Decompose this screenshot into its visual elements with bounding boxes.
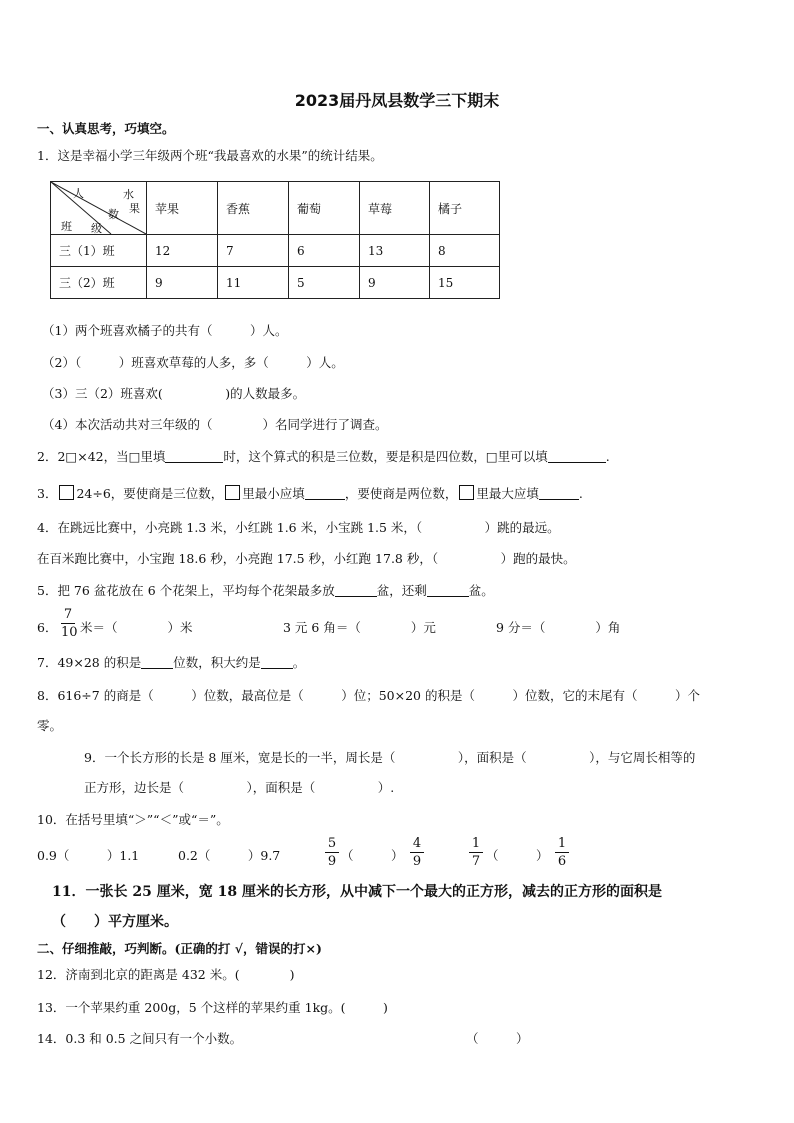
q3-text: 里最大应填	[476, 486, 539, 501]
q3-text: 里最小应填	[242, 486, 305, 501]
q5-text: 盆。	[468, 583, 494, 598]
answer-blank[interactable]	[165, 450, 223, 463]
q7-text: 。	[292, 655, 306, 670]
q2-text: 时，这个算式的积是三位数，要是积是四位数，□里可以填	[223, 449, 548, 464]
header-cell: 香蕉	[218, 182, 289, 235]
answer-blank[interactable]	[548, 450, 606, 463]
question-5	[37, 583, 494, 599]
question-1-sub-4: （4）本次活动共对三年级的（ ）名同学进行了调查。	[42, 417, 388, 432]
q3-text: .	[578, 486, 583, 501]
q10-compare-blank: （ ）	[341, 848, 404, 863]
table-cell: 7	[218, 235, 289, 267]
q10-compare-blank: （ ）	[486, 848, 549, 863]
square-box-icon	[459, 485, 474, 500]
q2-text: 2．2□×42，当□里填	[37, 449, 166, 464]
question-11-line-2: （ ）平方厘米。	[52, 914, 178, 930]
denominator: 9	[412, 854, 422, 869]
numerator: 7	[63, 607, 73, 622]
question-6-part-3: 9 分＝（ ）角	[496, 620, 621, 635]
question-9-line-1: 9．一个长方形的长是 8 厘米，宽是长的一半，周长是（ ），面积是（ ），与它周长相等的	[84, 750, 696, 765]
answer-blank[interactable]	[539, 487, 579, 500]
section-1-heading: 一、认真思考，巧填空。	[37, 121, 175, 136]
q3-text: ，要使商是两位数，	[344, 486, 458, 501]
corner-label: 班	[61, 220, 72, 233]
numerator: 1	[471, 836, 481, 851]
fraction-5-9	[325, 836, 339, 869]
q10-compare-1: 0.9（ ）1.1	[37, 848, 140, 863]
numerator: 4	[412, 836, 422, 851]
square-box-icon	[225, 485, 240, 500]
corner-label: 果	[129, 202, 140, 215]
table-cell: 9	[147, 267, 218, 299]
question-13: 13．一个苹果约重 200g，5 个这样的苹果约重 1kg。( )	[37, 1000, 388, 1015]
corner-label: 数	[108, 208, 119, 221]
question-1: 1．这是幸福小学三年级两个班“我最喜欢的水果”的统计结果。	[37, 148, 383, 163]
denominator: 6	[557, 854, 567, 869]
q7-text: 7．49×28 的积是	[37, 655, 142, 670]
denominator: 9	[327, 854, 337, 869]
table-cell: 12	[147, 235, 218, 267]
answer-blank[interactable]	[261, 656, 293, 669]
header-cell: 橘子	[430, 182, 500, 235]
q3-text: 24÷6，要使商是三位数，	[76, 486, 224, 501]
denominator: 7	[471, 854, 481, 869]
table-cell: 13	[360, 235, 430, 267]
row-label: 三（2）班	[51, 267, 147, 299]
answer-blank[interactable]	[427, 584, 469, 597]
question-1-sub-3: （3）三（2）班喜欢( )的人数最多。	[42, 386, 306, 401]
row-label: 三（1）班	[51, 235, 147, 267]
question-6-number: 6．	[37, 620, 58, 635]
numerator: 1	[557, 836, 567, 851]
question-1-sub-2: （2）（ ）班喜欢草莓的人多，多（ ）人。	[42, 355, 344, 370]
table-header-row	[51, 182, 500, 235]
question-6-part-1: 米＝（ ）米	[80, 620, 193, 635]
page-title: 2023届丹凤县数学三下期末	[294, 91, 500, 110]
table-row	[51, 235, 500, 267]
corner-label: 人	[73, 187, 84, 200]
corner-label: 水	[123, 188, 134, 201]
question-11-line-1: 11．一张长 25 厘米，宽 18 厘米的长方形，从中减下一个最大的正方形，减去的正方形的面积是	[52, 884, 662, 900]
header-cell: 葡萄	[289, 182, 360, 235]
table-cell: 11	[218, 267, 289, 299]
q3-text: 3．	[37, 486, 58, 501]
answer-blank[interactable]	[305, 487, 345, 500]
table-cell: 15	[430, 267, 500, 299]
table-cell: 6	[289, 235, 360, 267]
table-cell: 9	[360, 267, 430, 299]
header-cell: 苹果	[147, 182, 218, 235]
answer-blank[interactable]	[141, 656, 173, 669]
q5-text: 5．把 76 盆花放在 6 个花架上，平均每个花架最多放	[37, 583, 335, 598]
fraction-4-9	[410, 836, 424, 869]
table-cell: 8	[430, 235, 500, 267]
fruit-stats-table	[50, 181, 500, 299]
q5-text: 盆，还剩	[376, 583, 427, 598]
q7-text: 位数，积大约是	[173, 655, 261, 670]
question-9-line-2: 正方形，边长是（ ），面积是（ ）.	[84, 780, 395, 795]
question-7	[37, 655, 305, 671]
diagonal-header-cell	[51, 182, 147, 235]
fraction-1-7	[469, 836, 483, 869]
question-10: 10．在括号里填“＞”“＜”或“＝”。	[37, 812, 229, 827]
question-8-line-2: 零。	[37, 718, 63, 733]
q2-text: .	[605, 449, 610, 464]
fraction-1-6	[555, 836, 569, 869]
q10-compare-2: 0.2（ ）9.7	[178, 848, 281, 863]
table-cell: 5	[289, 267, 360, 299]
header-cell: 草莓	[360, 182, 430, 235]
question-14: 14．0.3 和 0.5 之间只有一个小数。	[37, 1031, 243, 1046]
fraction-7-10	[61, 607, 78, 640]
question-3	[37, 485, 583, 502]
question-12: 12．济南到北京的距离是 432 米。( )	[37, 967, 295, 982]
denominator: 10	[61, 625, 78, 640]
question-6-part-2: 3 元 6 角＝（ ）元	[283, 620, 436, 635]
question-4-line-1: 4．在跳远比赛中，小亮跳 1.3 米，小红跳 1.6 米，小宝跳 1.5 米，（ ）跳的最远。	[37, 520, 560, 535]
question-14-answer: （ ）	[466, 1031, 529, 1046]
question-1-sub-1: （1）两个班喜欢橘子的共有（ ）人。	[42, 323, 288, 338]
question-8-line-1: 8．616÷7 的商是（ ）位数，最高位是（ ）位；50×20 的积是（ ）位数，它的末尾有（ ）个	[37, 688, 700, 703]
section-2-heading: 二、仔细推敲，巧判断。(正确的打 √，错误的打×)	[37, 941, 322, 956]
question-2	[37, 449, 610, 465]
answer-blank[interactable]	[335, 584, 377, 597]
corner-label: 级	[91, 222, 102, 235]
numerator: 5	[327, 836, 337, 851]
question-4-line-2: 在百米跑比赛中，小宝跑 18.6 秒，小亮跑 17.5 秒，小红跑 17.8 秒，（ ）跑的最快。	[37, 551, 576, 566]
table-row	[51, 267, 500, 299]
square-box-icon	[59, 485, 74, 500]
